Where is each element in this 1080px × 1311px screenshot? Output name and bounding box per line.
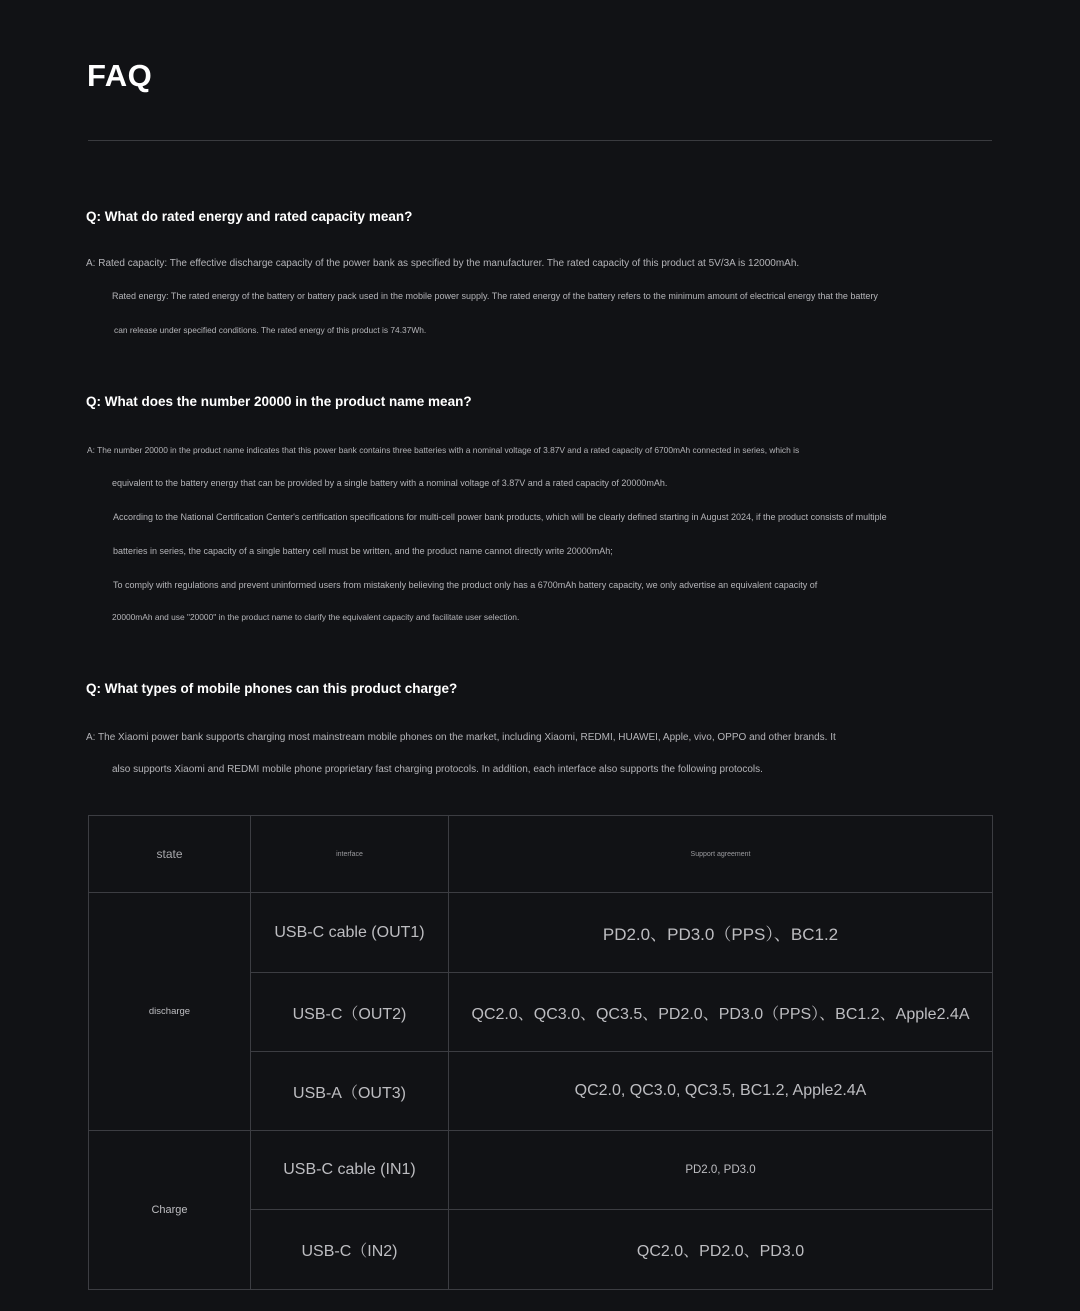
faq-answer-2-line-1: A: The number 20000 in the product name indicates that this power bank contains three batteries with a nominal voltage of 3.87V and a rated capacity of 6700mAh connected in series, which is <box>87 445 800 455</box>
state-discharge: discharge <box>89 893 251 1131</box>
faq-question-2: Q: What does the number 20000 in the product name mean? <box>86 394 472 409</box>
faq-answer-2-line-5: To comply with regulations and prevent uninformed users from mistakenly believing the product only has a 6700mAh battery capacity, we only advertise an equivalent capacity of <box>113 580 818 590</box>
faq-answer-3-line-1: A: The Xiaomi power bank supports charging most mainstream mobile phones on the market, including Xiaomi, REDMI, HUAWEI, Apple, vivo, OPPO and other brands. It <box>86 732 836 743</box>
faq-answer-2-line-3: According to the National Certification Center's certification specifications for multi-cell power bank products, which will be clearly defined starting in August 2024, if the product consists of multiple <box>113 512 887 522</box>
header-state: state <box>89 816 251 893</box>
protocols-cell: PD2.0、PD3.0（PPS）、BC1.2 <box>449 893 993 973</box>
faq-question-1: Q: What do rated energy and rated capacity mean? <box>86 209 413 224</box>
protocols-cell: QC2.0、PD2.0、PD3.0 <box>449 1210 993 1290</box>
interface-cell: USB-C cable (OUT1) <box>251 893 449 973</box>
faq-answer-1-line-2: Rated energy: The rated energy of the battery or battery pack used in the mobile power supply. The rated energy of the battery refers to the minimum amount of electrical energy that the battery <box>112 291 878 301</box>
faq-answer-2-line-4: batteries in series, the capacity of a single battery cell must be written, and the product name cannot directly write 20000mAh; <box>113 546 613 556</box>
interface-cell: USB-C（OUT2) <box>251 973 449 1052</box>
protocols-cell: PD2.0, PD3.0 <box>449 1131 993 1210</box>
interface-cell: USB-C（IN2) <box>251 1210 449 1290</box>
protocol-table <box>88 815 993 1290</box>
faq-question-3: Q: What types of mobile phones can this product charge? <box>86 681 458 696</box>
page-title: FAQ <box>87 58 153 93</box>
title-divider <box>88 140 992 141</box>
faq-answer-2-line-6: 20000mAh and use "20000" in the product name to clarify the equivalent capacity and facilitate user selection. <box>112 612 520 622</box>
faq-answer-2-line-2: equivalent to the battery energy that can be provided by a single battery with a nominal voltage of 3.87V and a rated capacity of 20000mAh. <box>112 478 668 488</box>
table-header-row <box>89 816 993 893</box>
state-charge: Charge <box>89 1131 251 1290</box>
protocols-cell: QC2.0、QC3.0、QC3.5、PD2.0、PD3.0（PPS）、BC1.2、Apple2.4A <box>449 973 993 1052</box>
protocols-cell: QC2.0, QC3.0, QC3.5, BC1.2, Apple2.4A <box>449 1052 993 1131</box>
table-row <box>89 1131 993 1210</box>
table-row <box>89 893 993 973</box>
interface-cell: USB-A（OUT3) <box>251 1052 449 1131</box>
interface-cell: USB-C cable (IN1) <box>251 1131 449 1210</box>
header-support-agreement: Support agreement <box>449 816 993 893</box>
faq-answer-1-line-3: can release under specified conditions. The rated energy of this product is 74.37Wh. <box>114 325 427 335</box>
faq-answer-1-line-1: A: Rated capacity: The effective discharge capacity of the power bank as specified by the manufacturer. The rated capacity of this product at 5V/3A is 12000mAh. <box>86 258 800 269</box>
header-interface: interface <box>251 816 449 893</box>
faq-answer-3-line-2: also supports Xiaomi and REDMI mobile phone proprietary fast charging protocols. In addition, each interface also supports the following protocols. <box>112 764 763 775</box>
